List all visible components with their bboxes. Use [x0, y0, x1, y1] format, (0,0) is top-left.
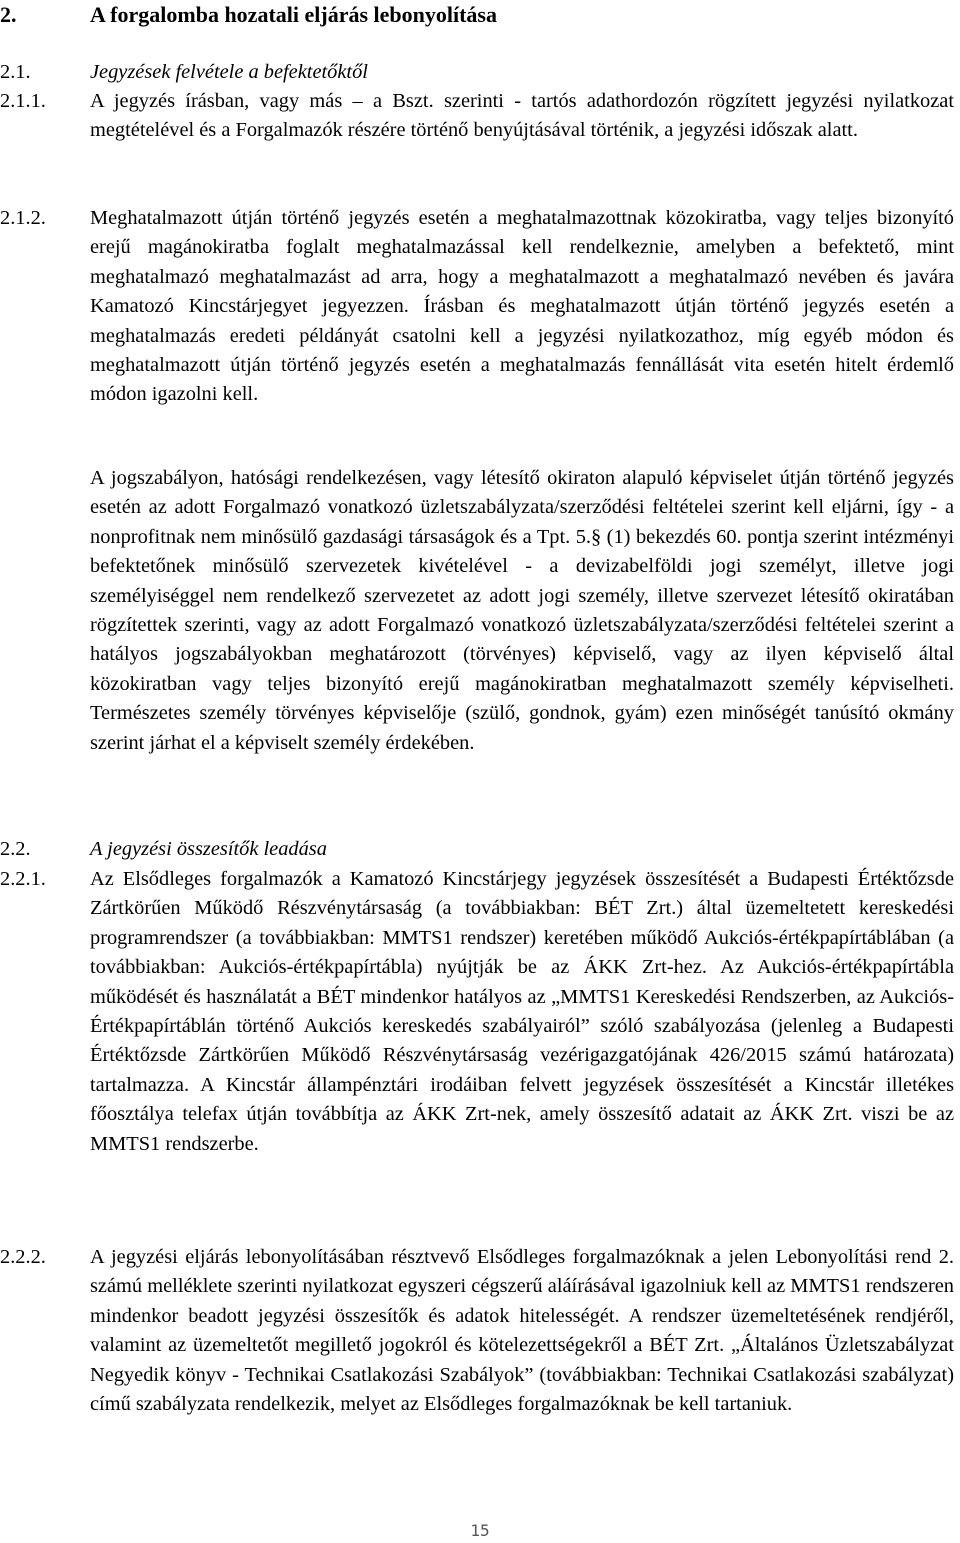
paragraph-text: A jegyzés írásban, vagy más – a Bszt. szerinti - tartós adathordozón rögzített jegyzési nyilatkozat megtételével és a Forgalmazók részére történő benyújtásával történik, a jegyzési időszak alatt.: [90, 90, 954, 142]
page-number: 15: [470, 1521, 490, 1540]
paragraph-text: Meghatalmazott útján történő jegyzés esetén a meghatalmazottnak közokiratba, vagy teljes bizonyító erejű magánokiratba foglalt meghatalmazással kell rendelkeznie, amelyben a befektető, mint meghatalmazó meghatalmazást ad arra, hogy a meghatalmazott a meghatalmazó nevében és javára Kamatozó Kincstárjegyet jegyezzen. Írásban és meghatalmazott útján történő jegyzés esetén a meghatalmazás eredeti példányát csatolni kell a jegyzési nyilatkozathoz, míg egyéb módon és meghatalmazott útján történő jegyzés esetén a meghatalmazás fennállását vita esetén hitelt érdemlő módon igazolni kell.: [90, 207, 954, 406]
subsection-title: A jegyzési összesítők leadása: [90, 838, 327, 860]
section-number: 2.: [0, 2, 17, 27]
subsection-title: Jegyzések felvétele a befektetőktől: [90, 61, 368, 83]
paragraph-number: 2.2.1.: [0, 868, 46, 890]
paragraph-number: 2.1.2.: [0, 207, 46, 229]
paragraph-number: 2.2.2.: [0, 1246, 46, 1268]
paragraph-number: 2.1.1.: [0, 90, 46, 112]
paragraph-text: A jegyzési eljárás lebonyolításában résztvevő Elsődleges forgalmazóknak a jelen Lebonyolítási rend 2. számú melléklete szerinti nyilatkozat egyszeri cégszerű aláírásával igazolniuk kell az MMTS1 rendszeren mindenkor beadott jegyzési összesítők és adatok hitelességét. A rendszer üzemeltetésének rendjéről, valamint az üzemeltetőt megillető jogokról és kötelezettségekről a BÉT Zrt. „Általános Üzletszabályzat Negyedik könyv - Technikai Csatlakozási Szabályok” (továbbiakban: Technikai Csatlakozási szabályzat) című szabályzata rendelkezik, melyet az Elsődleges forgalmazóknak be kell tartaniuk.: [90, 1246, 954, 1416]
subsection-number: 2.1.: [0, 61, 31, 83]
paragraph-2-1-2-continued: A jogszabályon, hatósági rendelkezésen, vagy létesítő okiraton alapuló képviselet útján történő jegyzés esetén az adott Forgalmazó vonatkozó üzletszabályzata/szerződési feltételei szerint kell eljárni, így - a nonprofitnak nem minősülő gazdasági társaságok és a Tpt. 5.§ (1) bekezdés 60. pontja szerint intézményi befektetőnek minősülő szervezetek kivételével - a devizabelföldi jogi személyt, illetve jogi személyiséggel nem rendelkező szervezetet az adott jogi személy, illetve szervezet létesítő okiratában rögzítettek szerinti, vagy az adott Forgalmazó vonatkozó üzletszabályzata/szerződési feltételei szerint a hatályos jogszabályokban meghatározott (törvényes) képviselő, vagy az ilyen képviselő által közokiratban vagy teljes bizonyító erejű magánokiratban meghatalmazott személy képviselheti. Természetes személy törvényes képviselője (szülő, gondnok, gyám) ezen minőségét tanúsító okmány szerint járhat el a képviselt személy érdekében.: [90, 467, 954, 754]
section-title: A forgalomba hozatali eljárás lebonyolítása: [90, 2, 497, 27]
paragraph-text: Az Elsődleges forgalmazók a Kamatozó Kincstárjegy jegyzések összesítését a Budapesti Értéktőzsde Zártkörűen Működő Részvénytársaság (a továbbiakban: BÉT Zrt.) által üzemeltetett kereskedési programrendszer (a továbbiakban: MMTS1 rendszer) keretében működő Aukciós-értékpapírtáblában (a továbbiakban: Aukciós-értékpapírtábla) nyújtják be az ÁKK Zrt-hez. Az Aukciós-értékpapírtábla működését és használatát a BÉT mindenkor hatályos az „MMTS1 Kereskedési Rendszerben, az Aukciós-Értékpapírtáblán történő Aukciós kereskedés szabályairól” szóló szabályozása (jelenleg a Budapesti Értéktőzsde Zártkörűen Működő Részvénytársaság vezérigazgatójának 426/2015 számú határozata) tartalmazza. A Kincstár állampénztári irodáiban felvett jegyzések összesítését a Kincstár illetékes főosztálya telefax útján továbbítja az ÁKK Zrt-nek, amely összesítő adatait az ÁKK Zrt. viszi be az MMTS1 rendszerbe.: [90, 868, 954, 1155]
subsection-number: 2.2.: [0, 838, 31, 860]
